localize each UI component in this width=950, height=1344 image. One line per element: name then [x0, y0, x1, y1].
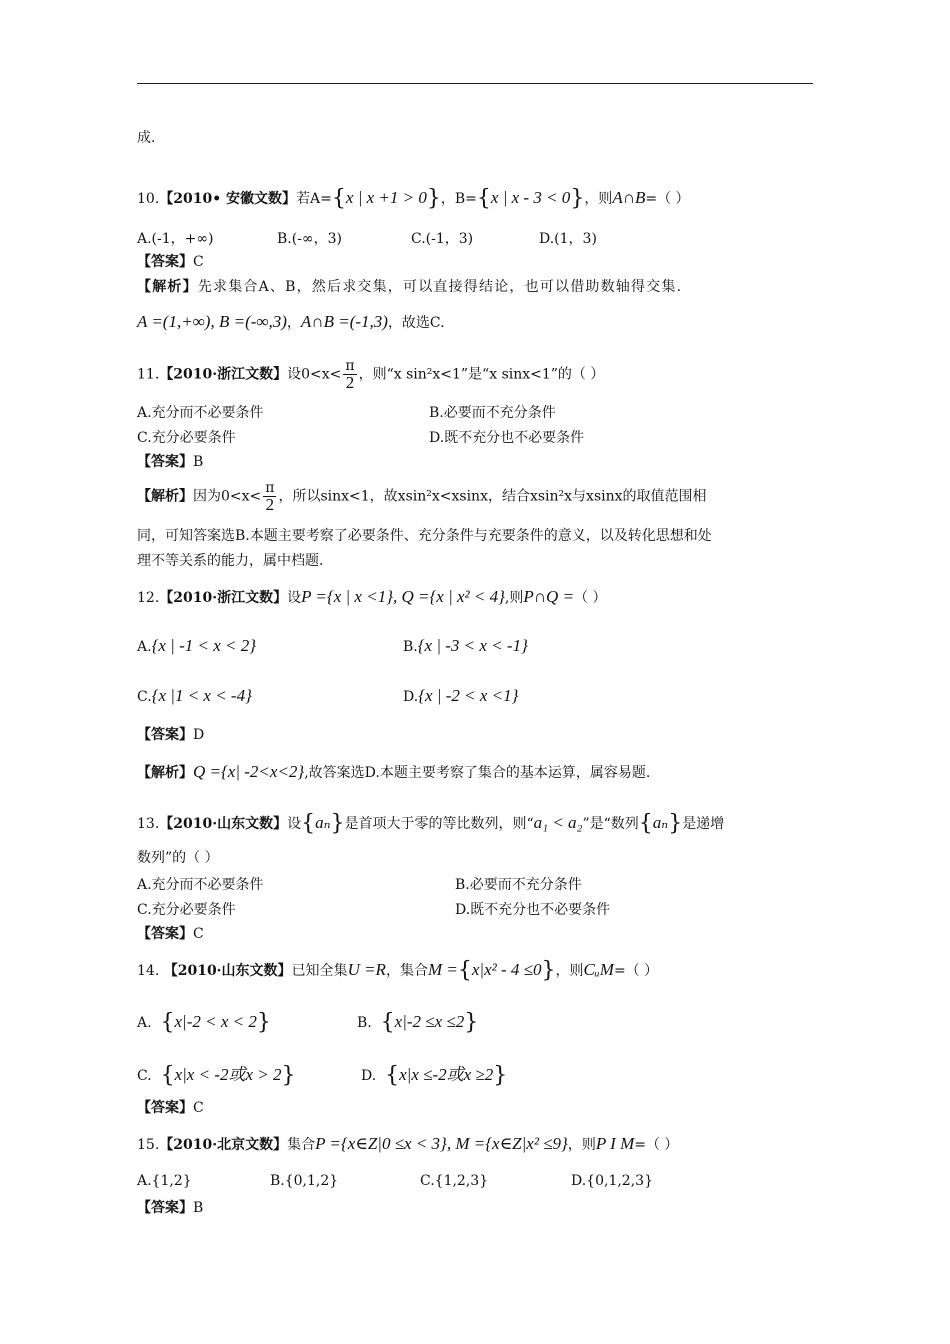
- q11-option-c: C.充分必要条件: [137, 430, 236, 446]
- question-15: 15.【2010·北京文数】集合P ={x∈Z|0 ≤x < 3}, M ={x∈Z|x² ≤9}，则P I M=（ ）: [137, 1134, 679, 1153]
- q12-option-b: B.{x | -3 < x < -1}: [403, 636, 528, 655]
- q15-option-a: A.{1,2}: [137, 1173, 192, 1189]
- q11-answer: 【答案】B: [137, 454, 204, 470]
- q10-answer: 【答案】C: [137, 254, 204, 270]
- q14-option-d: D. {x|x ≤-2或x ≥2}: [361, 1063, 508, 1088]
- q11-option-d: D.既不充分也不必要条件: [429, 430, 585, 446]
- question-12: 12.【2010·浙江文数】设P ={x | x <1}, Q ={x | x² < 4},则P∩Q =（ ）: [137, 587, 607, 606]
- q10-analysis: 【解析】先求集合A、B，然后求交集，可以直接得结论，也可以借助数轴得交集.: [137, 279, 683, 295]
- q11-analysis-line2: 同，可知答案选B.本题主要考察了必要条件、充分条件与充要条件的意义，以及转化思想和处: [137, 528, 712, 544]
- q12-analysis: 【解析】Q ={x| -2<x<2},故答案选D.本题主要考察了集合的基本运算，属容易题.: [137, 762, 651, 781]
- q15-option-b: B.{0,1,2}: [270, 1173, 339, 1189]
- pi-over-2-fraction: $\frac{\pi}{2}$: [345, 358, 355, 392]
- q10-option-d: D.(1，3): [539, 231, 597, 247]
- q10-source: 【2010• 安徽文数】: [159, 191, 297, 207]
- q11-option-a: A.充分而不必要条件: [137, 405, 264, 421]
- q10-number: 10.: [137, 191, 160, 207]
- q10-set-a: x | x +1 > 0: [345, 188, 427, 207]
- q15-option-c: C.{1,2,3}: [420, 1173, 489, 1189]
- question-10: 10.【2010• 安徽文数】若A={x | x +1 > 0}，B={x | x - 3 < 0}，则A∩B=（ ）: [137, 186, 690, 211]
- question-11: 11.【2010·浙江文数】设0<x< $\frac{\pi}{2}$ ，则“x sin²x<1”是“x sinx<1”的（ ）: [137, 358, 605, 392]
- q14-answer: 【答案】C: [137, 1100, 204, 1116]
- q11-analysis: 【解析】因为0<x< $\frac{\pi}{2}$ ，所以sinx<1，故xsin²x<xsinx，结合xsin²x与xsinx的取值范围相: [137, 480, 707, 514]
- q10-option-c: C.(-1，3): [411, 231, 474, 247]
- q13-option-d: D.既不充分也不必要条件: [455, 902, 611, 918]
- question-13: 13.【2010·山东文数】设{aₙ}是首项大于零的等比数列，则“a₁ < a₂”是“数列{aₙ}是递增: [137, 811, 725, 836]
- header-rule: [137, 83, 813, 84]
- q13-option-c: C.充分必要条件: [137, 902, 236, 918]
- q12-option-c: C.{x |1 < x < -4}: [137, 686, 252, 705]
- q12-option-a: A.{x | -1 < x < 2}: [137, 636, 257, 655]
- q10-set-b: x | x - 3 < 0: [490, 188, 571, 207]
- q15-option-d: D.{0,1,2,3}: [571, 1173, 653, 1189]
- q14-option-a: A. {x|-2 < x < 2}: [137, 1010, 271, 1035]
- q11-option-b: B.必要而不充分条件: [429, 405, 556, 421]
- q13-option-b: B.必要而不充分条件: [455, 877, 582, 893]
- q13-answer: 【答案】C: [137, 926, 204, 942]
- q12-answer: 【答案】D: [137, 727, 205, 743]
- q15-answer: 【答案】B: [137, 1200, 204, 1216]
- question-13-line2: 数列”的（ ）: [137, 850, 219, 866]
- q13-option-a: A.充分而不必要条件: [137, 877, 264, 893]
- q10-analysis-math: A =(1,+∞), B =(-∞,3)，A∩B =(-1,3)，故选C.: [137, 312, 445, 331]
- q11-analysis-line3: 理不等关系的能力，属中档题.: [137, 553, 324, 569]
- q10-option-a: A.(-1，+∞): [137, 231, 214, 247]
- continuation-text: 成.: [137, 130, 156, 146]
- q12-option-d: D.{x | -2 < x <1}: [403, 686, 519, 705]
- question-14: 14. 【2010·山东文数】已知全集U =R，集合M ={x|x² - 4 ≤0}，则CᵤM=（ ）: [137, 958, 659, 983]
- q10-option-b: B.(-∞，3): [277, 231, 342, 247]
- q14-option-c: C. {x|x < -2或x > 2}: [137, 1063, 296, 1088]
- q14-option-b: B. {x|-2 ≤x ≤2}: [357, 1010, 479, 1035]
